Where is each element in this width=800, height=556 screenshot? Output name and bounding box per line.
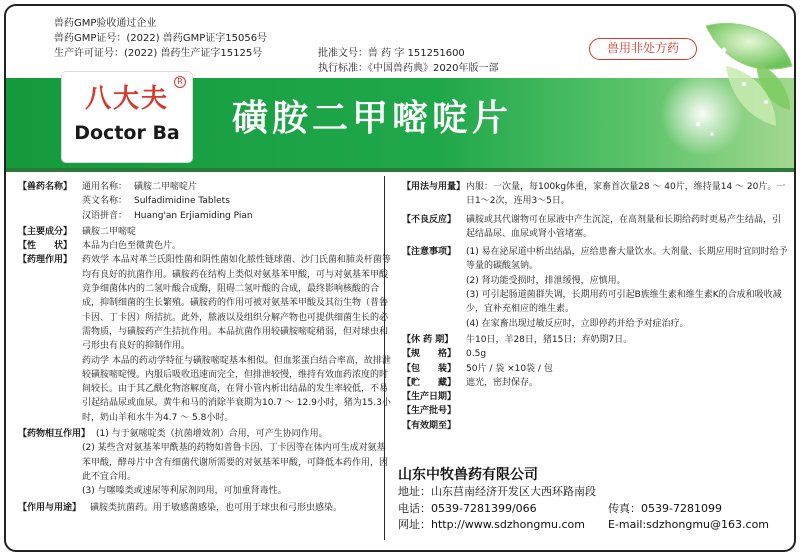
usage-label: 【作用与用途】 <box>18 502 82 513</box>
withdrawal-value: 牛10日，羊28日，猪15日；弃奶期7日。 <box>466 334 633 345</box>
pinyin-value: Huang'an Erjiamiding Pian <box>134 210 253 221</box>
section-expiry <box>402 419 788 433</box>
top-info-right <box>318 46 498 76</box>
section-ingredient <box>18 225 392 239</box>
storage-value: 遮光，密封保存。 <box>466 377 539 388</box>
brand-logo <box>62 72 192 162</box>
approval-number: 批准文号：兽 药 字 151251600 <box>318 48 465 59</box>
interaction-2: (2) 某些含对氨基苯甲酰基的药物如普鲁卡因、丁卡因等在体内可生成对氨基苯甲酸，酵母片中含有细菌代谢所需要的对氨基苯甲酸，可降低本药作用，因此不宜合用。 <box>82 443 389 482</box>
label-frame <box>4 4 796 552</box>
interaction-3: (3) 与噻嗪类或速尿等利尿剂同用，可加重肾毒性。 <box>82 486 287 497</box>
spec-value: 0.5g <box>466 349 487 360</box>
logo-english: Doctor Ba <box>74 122 180 144</box>
company-name: 山东中牧兽药有限公司 <box>398 467 538 483</box>
package-label: 【包 装】 <box>402 363 457 374</box>
top-info-left <box>54 16 267 61</box>
english-name-label: 英文名称： <box>82 196 128 207</box>
company-address: 地址：山东莒南经济开发区大西环路南段 <box>398 485 596 498</box>
logo-chinese: 八大夫 <box>84 84 169 114</box>
note-2: (2) 肾功能受损时，排泄缓慢，应慎用。 <box>466 275 626 286</box>
section-dosage <box>402 180 788 209</box>
pharmacokinetics-text: 药动学 本品的药动学特征与磺胺嘧啶基本相似。但血浆蛋白结合率高，故排泄较磺胺嘧啶慢。内服后吸收迅速而完全，但排泄较慢，维持有效血药浓度的时间较长。由于其乙酰化物溶解度高，在肾小管内析出结晶的发生率较低，不易引起结晶尿或血尿。黄牛和马的消除半衰期为10.7 ～ 12.9小时，猪为15.3小时，奶山羊和水牛为4.7 ～ 5.8小时。 <box>82 355 391 423</box>
company-website[interactable]: 网址：http://www.sdzhongmu.com <box>398 518 585 531</box>
generic-name-label: 通用名称： <box>82 182 128 192</box>
package-value: 50片 / 袋 ×10袋 / 包 <box>466 363 553 374</box>
gmp-cert: 兽药GMP验收通过企业 <box>54 18 157 29</box>
license-number: 生产许可证号：(2022) 兽药生产证字15125号 <box>54 48 263 59</box>
section-adverse <box>402 213 788 242</box>
storage-label: 【贮 藏】 <box>402 377 457 388</box>
registered-mark: R <box>174 76 186 88</box>
company-email[interactable]: E-mail:sdzhongmu@163.com <box>608 518 770 531</box>
section-usage <box>18 501 392 515</box>
pharmacodynamics-text: 药效学 本品对革兰氏阳性菌和阴性菌如化脓性链球菌、沙门氏菌和肺炎杆菌等均有良好的抗菌作用。磺胺药在结构上类似对氨基苯甲酸，可与对氨基苯甲酸竞争细菌体内的二氢叶酸合成酶，阻碍二氢叶酸的合成，最终影响核酸的合成，抑制细菌的生长繁殖。磺胺药的作用可被对氨基苯甲酸及其衍生物（普鲁卡因、丁卡因）所拮抗。此外，脓液以及组织分解产物也可提供细菌生长的必需物质，与磺胺药产生拮抗作用。本品抗菌作用较磺胺嘧啶稍弱，但对球虫和弓形虫有良好的抑制作用。 <box>82 255 391 352</box>
left-column <box>18 180 392 515</box>
note-4: (4) 在家畜出现过敏反应时，立即停药并给予对症治疗。 <box>466 318 689 329</box>
dosage-label: 【用法与用量】 <box>402 182 466 192</box>
pharmacology-label: 【药理作用】 <box>18 255 73 266</box>
batch-label: 【生产批号】 <box>402 406 457 417</box>
pinyin-label: 汉语拼音： <box>82 210 128 221</box>
withdrawal-label: 【休 药 期】 <box>402 334 454 345</box>
section-withdrawal <box>402 333 788 347</box>
property-label: 【性 状】 <box>18 241 73 252</box>
section-package <box>402 362 788 376</box>
section-interaction <box>18 427 392 498</box>
notes-label: 【注意事项】 <box>402 247 457 258</box>
section-storage <box>402 376 788 390</box>
usage-value: 磺胺类抗菌药。用于敏感菌感染，也可用于球虫和弓形虫感染。 <box>90 502 343 513</box>
section-name <box>18 180 392 223</box>
adverse-value: 磺胺或其代谢物可在尿液中产生沉淀，在高剂量和长期给药时更易产生结晶，引起结晶尿、血尿或肾小管堵塞。 <box>466 214 782 239</box>
company-fax: 传真：0539-7281099 <box>608 501 722 515</box>
dosage-value: 内服：一次量，每100kg体重，家畜首次量28 ～ 40片，维持量14 ～ 20片。一日1～2次，连用3～5日。 <box>466 182 786 207</box>
gmp-number: 兽药GMP证号：(2022) 兽药GMP证字15056号 <box>54 33 268 44</box>
name-label: 【兽药名称】 <box>18 182 73 192</box>
section-batch <box>402 404 788 418</box>
execution-standard: 执行标准：《中国兽药典》2020年版一部 <box>318 63 499 74</box>
note-3: (3) 可引起肠道菌群失调，长期用药可引起B族维生素和维生素K的合成和吸收减少，宜补充相应的维生素。 <box>466 290 782 315</box>
section-pharmacology <box>18 253 392 425</box>
english-name-value: Sulfadimidine Tablets <box>134 196 230 207</box>
section-notes <box>402 245 788 331</box>
section-spec <box>402 347 788 361</box>
mfg-date-label: 【生产日期】 <box>402 392 457 403</box>
right-column <box>402 180 788 433</box>
expiry-label: 【有效期至】 <box>402 420 457 431</box>
property-value: 本品为白色至微黄色片。 <box>82 241 182 252</box>
company-contact <box>398 484 778 534</box>
note-1: (1) 易在泌尿道中析出结晶，应给患畜大量饮水。大剂量、长期应用时宜同时给予等量的碳酸氢钠。 <box>466 247 788 272</box>
leaves-decoration-icon <box>606 6 796 172</box>
rx-badge: 兽用非处方药 <box>589 38 697 60</box>
product-name: 磺胺二甲嘧啶片 <box>232 98 513 139</box>
company-phone: 电话：0539-7281399/066 <box>398 501 537 515</box>
adverse-label: 【不良反应】 <box>402 214 457 225</box>
ingredient-label: 【主要成分】 <box>18 226 73 237</box>
interaction-label: 【药物相互作用】 <box>18 429 91 440</box>
section-property <box>18 239 392 253</box>
ingredient-value: 磺胺二甲嘧啶 <box>82 226 137 237</box>
spec-label: 【规 格】 <box>402 349 457 360</box>
section-mfg-date <box>402 390 788 404</box>
generic-name-value: 磺胺二甲嘧啶片 <box>134 182 198 192</box>
interaction-1: (1) 与于氨嘧啶类（抗菌增效剂）合用，可产生协同作用。 <box>96 429 328 440</box>
